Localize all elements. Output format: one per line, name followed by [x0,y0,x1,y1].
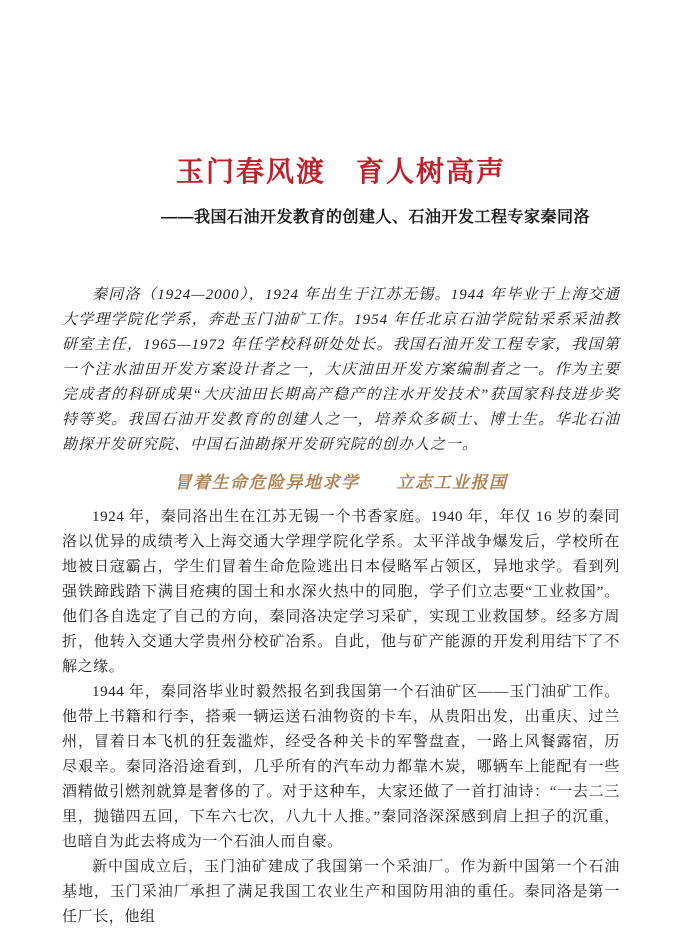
section-heading: 冒着生命危险异地求学 立志工业报国 [174,473,508,492]
body-paragraph-2: 1944 年，秦同洛毕业时毅然报名到我国第一个石油矿区——玉门油矿工作。他带上书籍和行李，搭乘一辆运送石油物资的卡车，从贵阳出发，出重庆、过兰州，冒着日本飞机的狂轰滥炸，经受各种关卡的军警盘查，一路上风餐露宿，历尽艰辛。秦同洛沿途看到，几乎所有的汽车动力都靠木炭，哪辆车上能配有一些酒精做引燃剂就算是奢侈的了。对于这种车，大家还做了一首打油诗：“一去二三里，抛锚四五回，下车六七次，八九十人推。”秦同洛深深感到肩上担子的沉重，也暗自为此去将成为一个石油人而自豪。 [62,684,620,850]
article-title: 玉门春风渡 育人树高声 [175,157,506,188]
article-subtitle: ——我国石油开发教育的创建人、石油开发工程专家秦同洛 [160,209,590,226]
body-paragraph-3: 新中国成立后，玉门油矿建成了我国第一个采油厂。作为新中国第一个石油基地，玉门采油厂承担了满足我国工农业生产和国防用油的重任。秦同洛是第一任厂长，他组 [62,859,620,925]
body-paragraph-1: 1924 年，秦同洛出生在江苏无锡一个书香家庭。1940 年，年仅 16 岁的秦同洛以优异的成绩考入上海交通大学理学院化学系。太平洋战争爆发后，学校所在地被日寇霸占，学生们冒着生命危险逃出日本侵略军占领区，异地求学。看到列强铁蹄践踏下满目疮痍的国土和水深火热中的同胞，学子们立志要“工业救国”。他们各自选定了自己的方向，秦同洛决定学习采矿，实现工业救国梦。经多方周折，他转入交通大学贵州分校矿冶系。自此，他与矿产能源的开发利用结下了不解之缘。 [62,509,620,675]
intro-biography-paragraph: 秦同洛（1924—2000），1924 年出生于江苏无锡。1944 年毕业于上海交通大学理学院化学系，奔赴玉门油矿工作。1954 年任北京石油学院钻采系采油教研室主任，1965—1972 年任学校科研处处长。我国石油开发工程专家，我国第一个注水油田开发方案设计者之一，大庆油田开发方案编制者之一。作为主要完成者的科研成果“大庆油田长期高产稳产的注水开发技术”获国家科技进步奖特等奖。我国石油开发教育的创建人之一，培养众多硕士、博士生。华北石油勘探开发研究院、中国石油勘探开发研究院的创办人之一。 [62,287,620,453]
